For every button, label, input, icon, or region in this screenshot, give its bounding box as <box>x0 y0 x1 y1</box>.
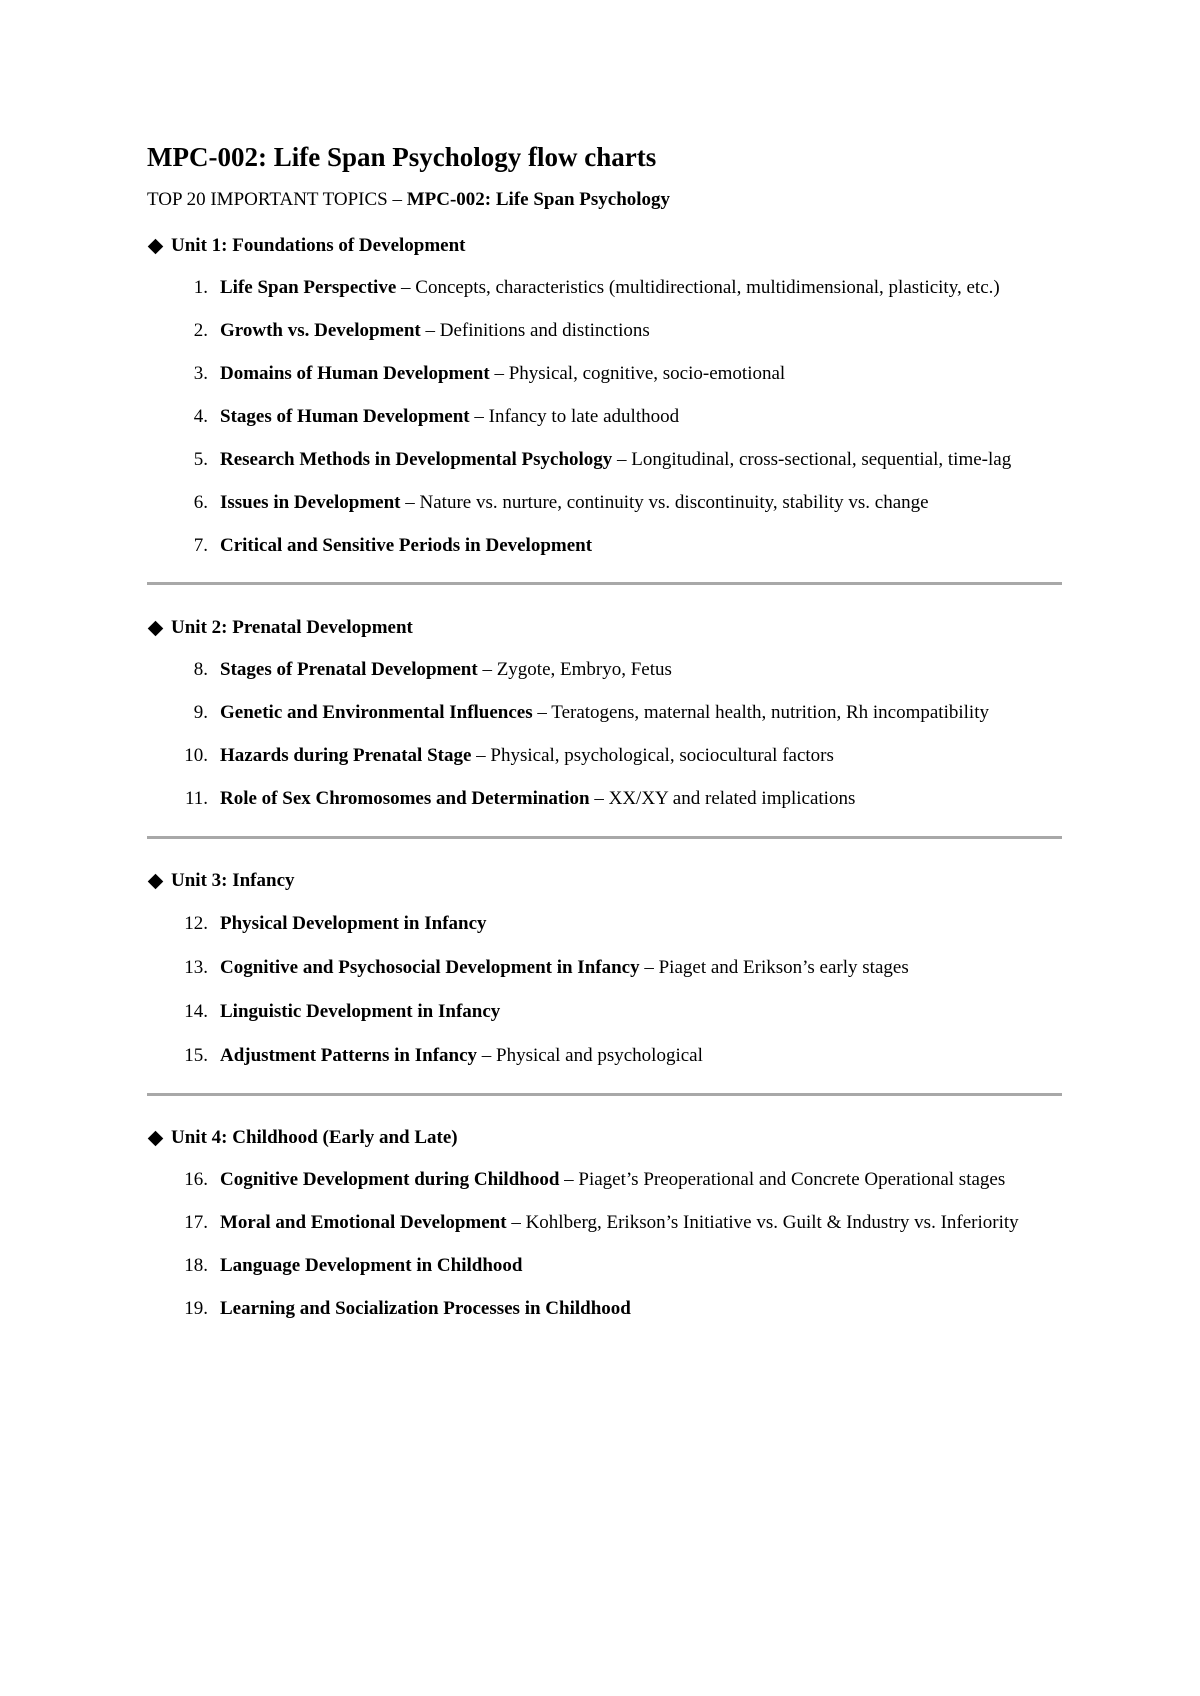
list-item: 10. Hazards during Prenatal Stage – Physical, psychological, sociocultural factors <box>184 745 834 766</box>
list-item: 18. Language Development in Childhood <box>184 1255 523 1276</box>
topic-description: – Infancy to late adulthood <box>469 406 680 427</box>
topic-name: Stages of Prenatal Development <box>220 659 478 680</box>
topic-description: – Piaget and Erikson’s early stages <box>639 957 909 978</box>
unit-section <box>147 1126 1062 1322</box>
document-subtitle <box>147 188 1062 212</box>
topic-name: Issues in Development <box>220 492 401 513</box>
topic-name: Role of Sex Chromosomes and Determination <box>220 788 590 809</box>
diamond-bullet-icon <box>148 620 164 636</box>
list-item: 6. Issues in Development – Nature vs. nurture, continuity vs. discontinuity, stability vs. change <box>193 492 929 513</box>
topic-name: Research Methods in Developmental Psychology <box>220 449 613 470</box>
list-item: 7. Critical and Sensitive Periods in Development <box>193 535 593 556</box>
section-divider <box>147 582 1062 585</box>
topic-list <box>147 656 1062 812</box>
unit-heading: Unit 1: Foundations of Development <box>147 234 1062 258</box>
list-item: 4. Stages of Human Development – Infancy to late adulthood <box>193 406 680 427</box>
topic-name: Critical and Sensitive Periods in Development <box>220 535 593 556</box>
topic-list <box>147 910 1062 1069</box>
document-title: MPC-002: Life Span Psychology flow charts <box>147 142 657 172</box>
topic-list <box>147 1166 1062 1322</box>
topic-name: Adjustment Patterns in Infancy <box>220 1045 478 1066</box>
topic-name: Domains of Human Development <box>220 363 490 384</box>
unit-heading: Unit 4: Childhood (Early and Late) <box>147 1126 1062 1150</box>
topic-name: Moral and Emotional Development <box>220 1212 507 1233</box>
topic-description: – XX/XY and related implications <box>589 788 856 809</box>
diamond-bullet-icon <box>148 238 164 254</box>
list-item: 13. Cognitive and Psychosocial Development in Infancy – Piaget and Erikson’s early stages <box>184 957 909 978</box>
topic-name: Hazards during Prenatal Stage <box>220 745 472 766</box>
topic-description: – Piaget’s Preoperational and Concrete Operational stages <box>559 1169 1006 1190</box>
diamond-bullet-icon <box>148 1130 164 1146</box>
subtitle-prefix: TOP 20 IMPORTANT TOPICS – <box>147 189 407 210</box>
unit-section <box>147 234 1062 559</box>
topic-description: – Physical and psychological <box>477 1045 703 1066</box>
topic-list <box>147 274 1062 559</box>
topic-description: – Definitions and distinctions <box>420 320 650 341</box>
unit-section <box>147 616 1062 812</box>
topic-name: Physical Development in Infancy <box>220 913 487 934</box>
list-item: 1. Life Span Perspective – Concepts, characteristics (multidirectional, multidimensional, plasticity, etc.) <box>193 277 1000 298</box>
topic-description: – Nature vs. nurture, continuity vs. discontinuity, stability vs. change <box>400 492 929 513</box>
topic-name: Life Span Perspective <box>220 277 397 298</box>
list-item: 2. Growth vs. Development – Definitions and distinctions <box>193 320 650 341</box>
list-item: 5. Research Methods in Developmental Psychology – Longitudinal, cross-sectional, sequential, time-lag <box>193 449 1012 470</box>
document-page <box>147 140 1062 1322</box>
topic-description: – Longitudinal, cross-sectional, sequential, time-lag <box>612 449 1012 470</box>
topic-description: – Concepts, characteristics (multidirectional, multidimensional, plasticity, etc.) <box>396 277 1000 298</box>
section-divider <box>147 836 1062 839</box>
topic-name: Language Development in Childhood <box>220 1255 523 1276</box>
section-divider <box>147 1093 1062 1096</box>
list-item: 17. Moral and Emotional Development – Kohlberg, Erikson’s Initiative vs. Guilt & Industry vs. Inferiority <box>184 1212 1019 1233</box>
unit-section <box>147 869 1062 1069</box>
topic-name: Cognitive and Psychosocial Development in Infancy <box>220 957 640 978</box>
topic-name: Genetic and Environmental Influences <box>220 702 533 723</box>
topic-name: Stages of Human Development <box>220 406 470 427</box>
list-item: 9. Genetic and Environmental Influences – Teratogens, maternal health, nutrition, Rh incompatibility <box>193 702 989 723</box>
topic-name: Linguistic Development in Infancy <box>220 1001 501 1022</box>
list-item: 12. Physical Development in Infancy <box>184 913 487 934</box>
list-item: 15. Adjustment Patterns in Infancy – Physical and psychological <box>184 1045 703 1066</box>
topic-description: – Kohlberg, Erikson’s Initiative vs. Guilt & Industry vs. Inferiority <box>506 1212 1019 1233</box>
list-item: 16. Cognitive Development during Childhood – Piaget’s Preoperational and Concrete Operational stages <box>184 1169 1006 1190</box>
topic-name: Cognitive Development during Childhood <box>220 1169 560 1190</box>
list-item: 14. Linguistic Development in Infancy <box>184 1001 501 1022</box>
unit-heading: Unit 2: Prenatal Development <box>147 616 1062 640</box>
diamond-bullet-icon <box>148 873 164 889</box>
topic-name: Learning and Socialization Processes in Childhood <box>220 1298 631 1319</box>
list-item: 8. Stages of Prenatal Development – Zygote, Embryo, Fetus <box>193 659 672 680</box>
unit-heading: Unit 3: Infancy <box>147 869 1062 893</box>
subtitle-course: MPC-002: Life Span Psychology <box>406 189 671 210</box>
topic-description: – Physical, cognitive, socio-emotional <box>489 363 786 384</box>
list-item: 19. Learning and Socialization Processes in Childhood <box>184 1298 631 1319</box>
topic-description: – Physical, psychological, sociocultural factors <box>471 745 834 766</box>
topic-name: Growth vs. Development <box>220 320 421 341</box>
list-item: 11. Role of Sex Chromosomes and Determination – XX/XY and related implications <box>184 788 856 809</box>
list-item: 3. Domains of Human Development – Physical, cognitive, socio-emotional <box>193 363 786 384</box>
topic-description: – Teratogens, maternal health, nutrition, Rh incompatibility <box>532 702 989 723</box>
topic-description: – Zygote, Embryo, Fetus <box>477 659 672 680</box>
